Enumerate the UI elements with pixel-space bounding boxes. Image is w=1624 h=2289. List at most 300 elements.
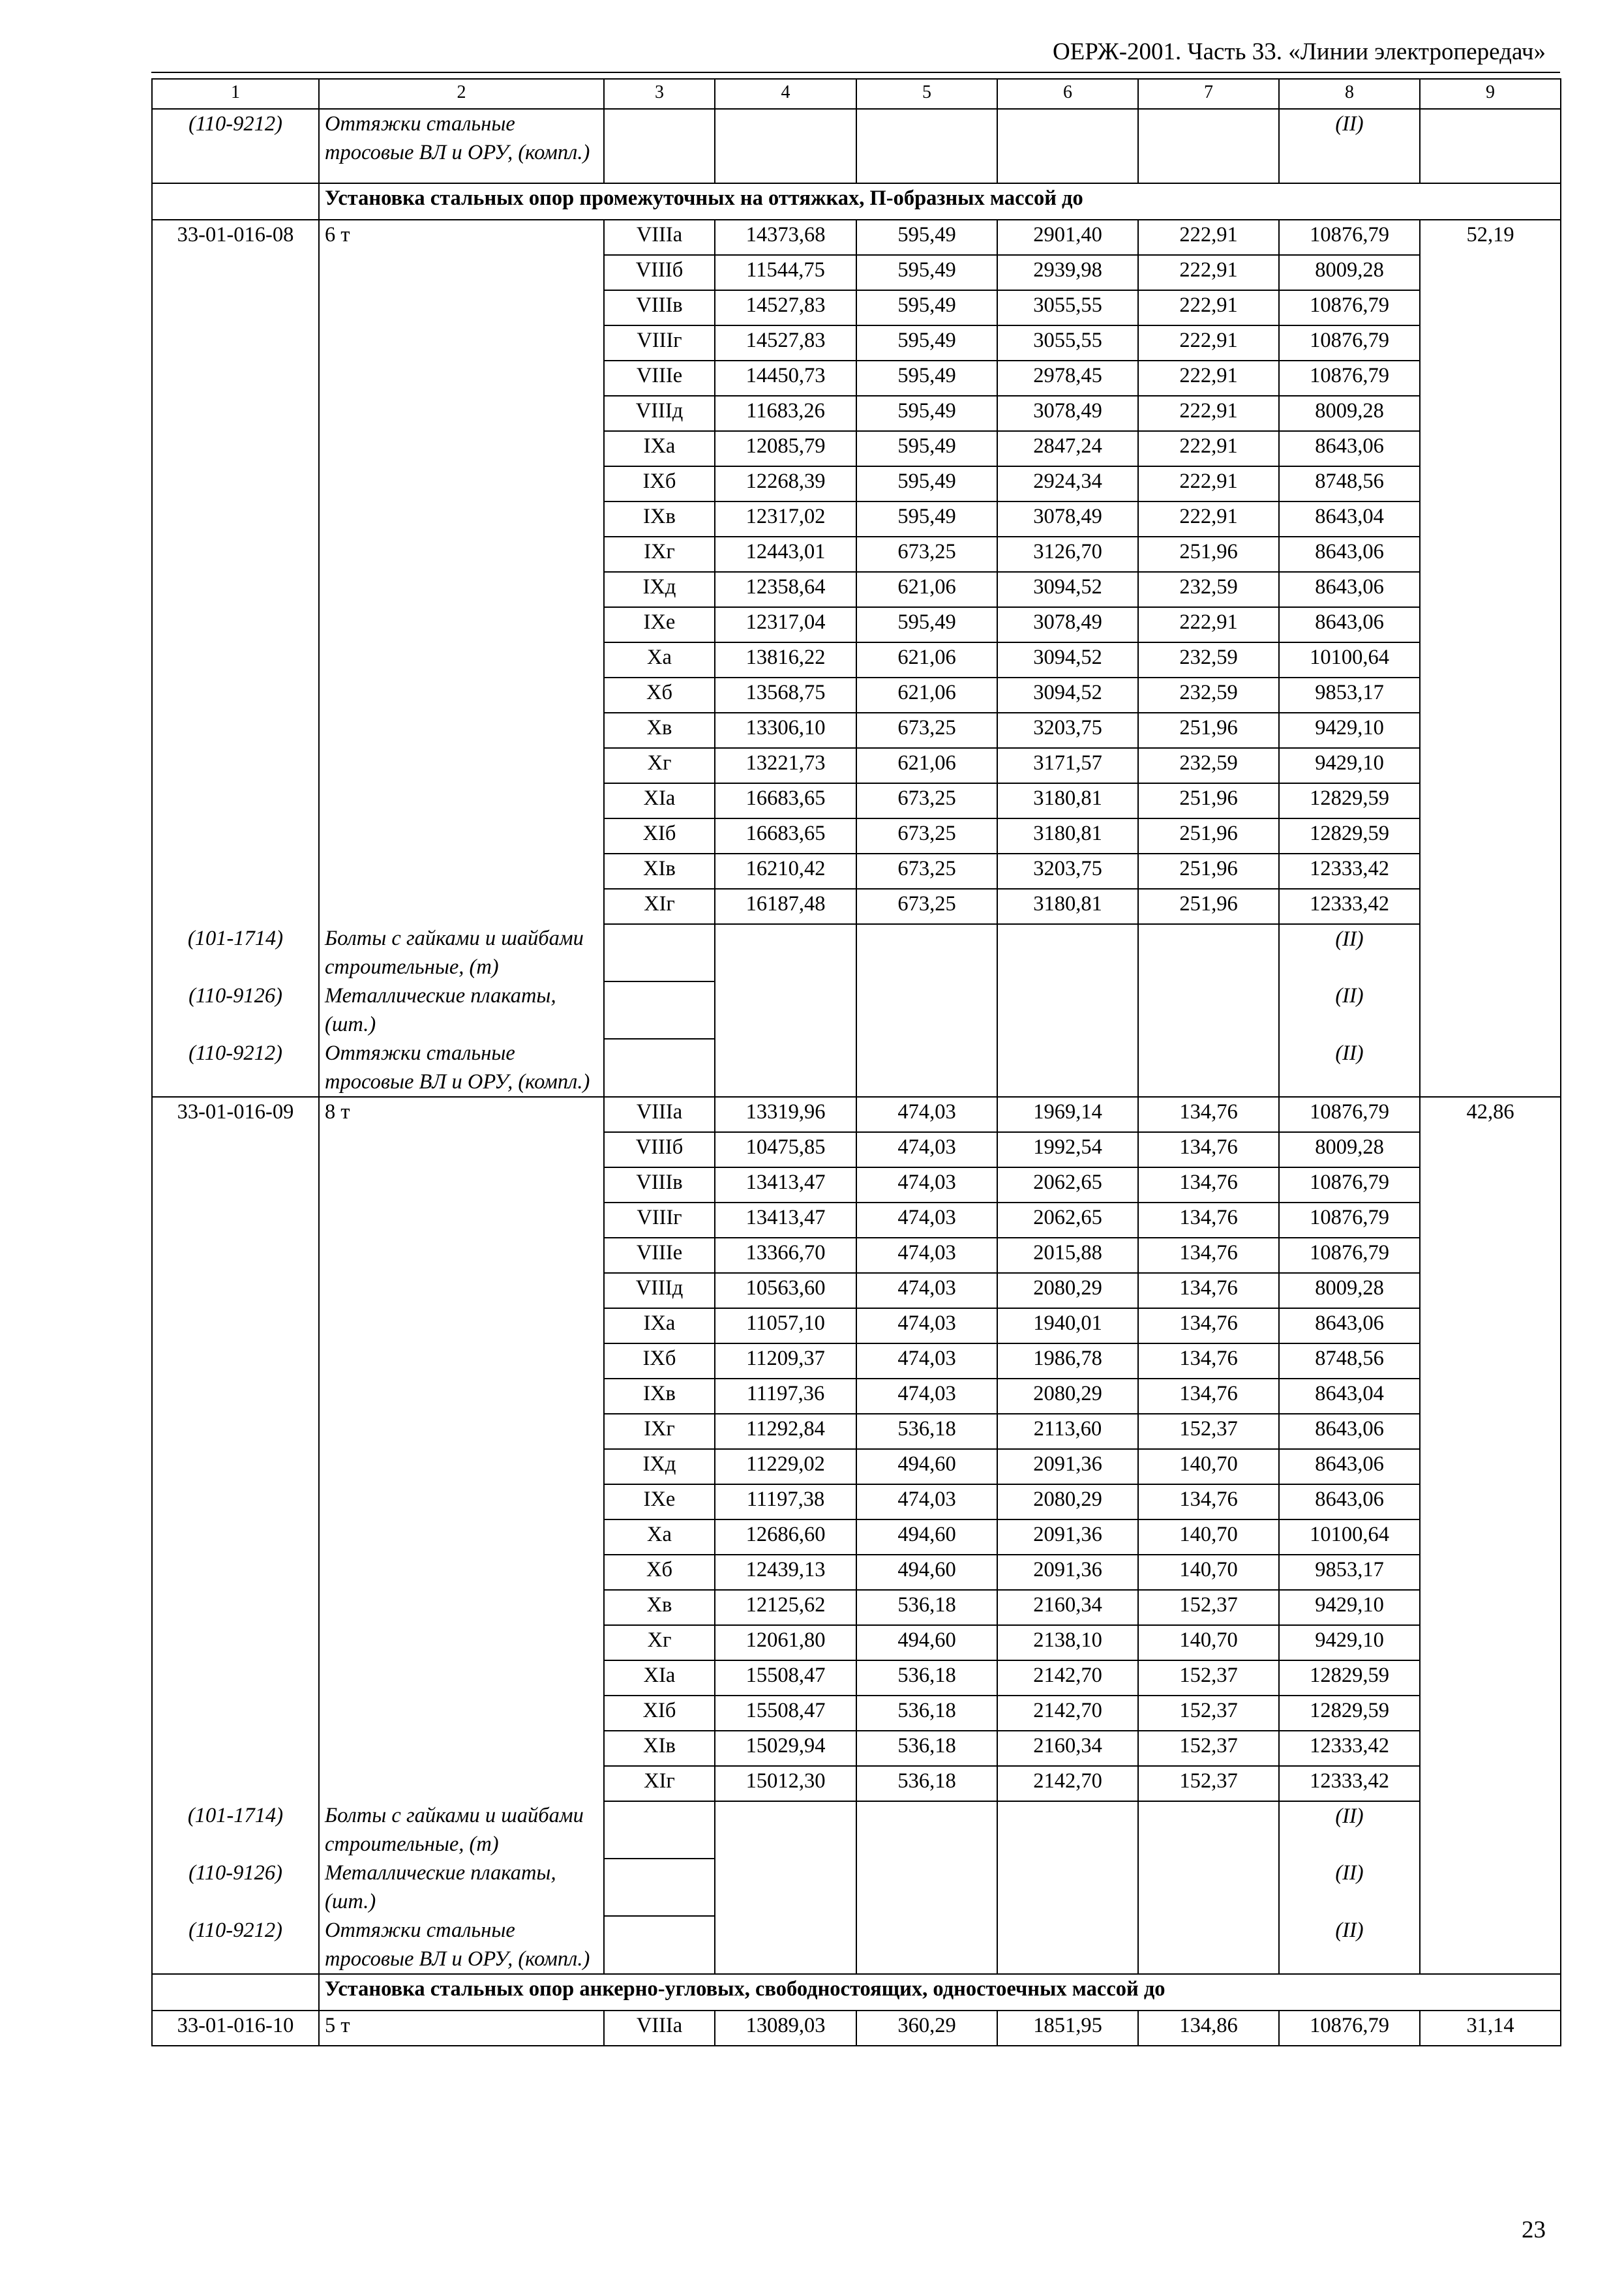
- empty-cell: [1420, 1519, 1561, 1555]
- territory-category: IXв: [604, 501, 715, 537]
- value-cell: 222,91: [1138, 255, 1279, 290]
- territory-category: XIа: [604, 783, 715, 818]
- value-cell: 2978,45: [997, 361, 1138, 396]
- value-cell: 222,91: [1138, 501, 1279, 537]
- empty-cell: [152, 396, 319, 431]
- column-number: 7: [1138, 79, 1279, 109]
- value-cell: 10876,79: [1279, 1097, 1420, 1132]
- empty-cell: [319, 396, 604, 431]
- value-cell: 494,60: [856, 1519, 997, 1555]
- value-cell: 1940,01: [997, 1308, 1138, 1343]
- table-row: [152, 889, 1561, 924]
- empty-cell: [319, 1167, 604, 1203]
- value-cell: 10876,79: [1279, 361, 1420, 396]
- empty-cell: [319, 1203, 604, 1238]
- empty-cell: [715, 924, 856, 981]
- territory-category: IXа: [604, 1308, 715, 1343]
- value-cell: 474,03: [856, 1132, 997, 1167]
- item-description: 5 т: [319, 2011, 604, 2046]
- material-code: (101-1714): [152, 1801, 319, 1859]
- value-cell: 3180,81: [997, 889, 1138, 924]
- empty-cell: [1420, 431, 1561, 466]
- value-cell: 15012,30: [715, 1766, 856, 1801]
- value-cell: 621,06: [856, 748, 997, 783]
- column-number: 6: [997, 79, 1138, 109]
- value-cell: 595,49: [856, 607, 997, 642]
- value-cell: 536,18: [856, 1731, 997, 1766]
- empty-cell: [152, 572, 319, 607]
- empty-cell: [319, 818, 604, 854]
- value-cell: 134,76: [1138, 1203, 1279, 1238]
- value-cell: 134,76: [1138, 1343, 1279, 1379]
- empty-cell: [1420, 572, 1561, 607]
- territory-category: IXе: [604, 1484, 715, 1519]
- territory-category: Xб: [604, 1555, 715, 1590]
- material-note: (II): [1279, 981, 1420, 1039]
- value-cell: 152,37: [1138, 1766, 1279, 1801]
- value-cell: 621,06: [856, 678, 997, 713]
- value-cell: 9429,10: [1279, 1625, 1420, 1660]
- empty-cell: [715, 1916, 856, 1974]
- empty-cell: [152, 1167, 319, 1203]
- territory-category: IXб: [604, 466, 715, 501]
- material-name: Металлические плакаты, (шт.): [319, 1859, 604, 1916]
- value-cell: 494,60: [856, 1555, 997, 1590]
- value-cell: 3171,57: [997, 748, 1138, 783]
- empty-cell: [319, 1343, 604, 1379]
- value-cell: 2113,60: [997, 1414, 1138, 1449]
- empty-cell: [152, 1379, 319, 1414]
- empty-cell: [715, 1859, 856, 1916]
- empty-cell: [152, 431, 319, 466]
- material-code: (110-9212): [152, 1039, 319, 1097]
- empty-cell: [319, 431, 604, 466]
- value-cell: 12125,62: [715, 1590, 856, 1625]
- table-row: [152, 1097, 1561, 1132]
- value-cell: 13089,03: [715, 2011, 856, 2046]
- empty-cell: [319, 1625, 604, 1660]
- territory-category: VIIIд: [604, 1273, 715, 1308]
- empty-cell: [1420, 981, 1561, 1039]
- territory-category: XIг: [604, 889, 715, 924]
- value-cell: 9429,10: [1279, 1590, 1420, 1625]
- value-cell: 8643,06: [1279, 607, 1420, 642]
- empty-cell: [152, 1625, 319, 1660]
- value-cell: 494,60: [856, 1449, 997, 1484]
- value-cell: 13413,47: [715, 1203, 856, 1238]
- empty-cell: [152, 1343, 319, 1379]
- empty-cell: [1420, 1916, 1561, 1974]
- value-cell: 536,18: [856, 1414, 997, 1449]
- value-cell: 134,76: [1138, 1238, 1279, 1273]
- territory-category: VIIIб: [604, 255, 715, 290]
- value-cell: 3078,49: [997, 501, 1138, 537]
- value-cell: 15029,94: [715, 1731, 856, 1766]
- empty-cell: [1420, 1132, 1561, 1167]
- value-cell: 12333,42: [1279, 854, 1420, 889]
- value-cell: 673,25: [856, 537, 997, 572]
- material-row: [152, 1801, 1561, 1859]
- value-cell: 222,91: [1138, 396, 1279, 431]
- territory-category: VIIIд: [604, 396, 715, 431]
- value-cell: 12268,39: [715, 466, 856, 501]
- table-row: [152, 854, 1561, 889]
- table-row: [152, 466, 1561, 501]
- table-row: [152, 220, 1561, 255]
- territory-category: XIа: [604, 1660, 715, 1696]
- territory-category: XIв: [604, 1731, 715, 1766]
- table-row: [152, 290, 1561, 325]
- column-number: 8: [1279, 79, 1420, 109]
- value-cell: 251,96: [1138, 537, 1279, 572]
- header-rule: [151, 72, 1560, 73]
- table-row: [152, 2011, 1561, 2046]
- empty-cell: [319, 783, 604, 818]
- territory-category: VIIIв: [604, 290, 715, 325]
- table-row: [152, 1766, 1561, 1801]
- table-row: [152, 1238, 1561, 1273]
- empty-cell: [152, 1974, 319, 2011]
- value-cell: 474,03: [856, 1343, 997, 1379]
- territory-category: IXг: [604, 537, 715, 572]
- value-cell: 2142,70: [997, 1660, 1138, 1696]
- empty-cell: [1420, 1625, 1561, 1660]
- value-cell: 3126,70: [997, 537, 1138, 572]
- empty-cell: [319, 1660, 604, 1696]
- value-cell: 3094,52: [997, 678, 1138, 713]
- value-cell: 3078,49: [997, 607, 1138, 642]
- empty-cell: [1420, 1801, 1561, 1859]
- column-number: 2: [319, 79, 604, 109]
- empty-cell: [1420, 361, 1561, 396]
- empty-cell: [319, 607, 604, 642]
- value-cell: 2160,34: [997, 1731, 1138, 1766]
- empty-cell: [319, 1590, 604, 1625]
- value-cell: 474,03: [856, 1203, 997, 1238]
- value-cell: 10876,79: [1279, 1167, 1420, 1203]
- empty-cell: [319, 713, 604, 748]
- value-cell: 12333,42: [1279, 1731, 1420, 1766]
- empty-cell: [856, 1859, 997, 1916]
- territory-category: Xа: [604, 642, 715, 678]
- territory-category: VIIIе: [604, 1238, 715, 1273]
- empty-cell: [856, 981, 997, 1039]
- value-cell: 12829,59: [1279, 1660, 1420, 1696]
- table-row: [152, 1484, 1561, 1519]
- material-code: (110-9126): [152, 981, 319, 1039]
- empty-cell: [1420, 1484, 1561, 1519]
- empty-cell: [997, 1801, 1138, 1859]
- empty-cell: [152, 1449, 319, 1484]
- table-row: [152, 1660, 1561, 1696]
- value-cell: 10100,64: [1279, 642, 1420, 678]
- territory-category: IXд: [604, 572, 715, 607]
- value-cell: 222,91: [1138, 466, 1279, 501]
- empty-cell: [319, 1766, 604, 1801]
- empty-cell: [152, 361, 319, 396]
- value-cell: 3094,52: [997, 642, 1138, 678]
- value-cell: 8643,04: [1279, 1379, 1420, 1414]
- value-cell: 14527,83: [715, 290, 856, 325]
- table-row: [152, 1203, 1561, 1238]
- value-cell: 13366,70: [715, 1238, 856, 1273]
- value-cell: 12085,79: [715, 431, 856, 466]
- territory-category: Xв: [604, 713, 715, 748]
- value-cell: 2080,29: [997, 1379, 1138, 1414]
- territory-category: IXа: [604, 431, 715, 466]
- empty-cell: [1420, 783, 1561, 818]
- material-name: Оттяжки стальные тросовые ВЛ и ОРУ, (компл.): [319, 1039, 604, 1097]
- empty-cell: [1420, 924, 1561, 981]
- empty-cell: [997, 1039, 1138, 1097]
- empty-cell: [319, 748, 604, 783]
- territory-category: VIIIб: [604, 1132, 715, 1167]
- empty-cell: [319, 1273, 604, 1308]
- value-cell: 12443,01: [715, 537, 856, 572]
- value-cell: 8009,28: [1279, 255, 1420, 290]
- empty-cell: [152, 1484, 319, 1519]
- value-cell: 2080,29: [997, 1273, 1138, 1308]
- value-cell: 140,70: [1138, 1625, 1279, 1660]
- empty-cell: [604, 981, 715, 1039]
- material-row: [152, 1859, 1561, 1916]
- value-cell: 474,03: [856, 1097, 997, 1132]
- item-code: 33-01-016-10: [152, 2011, 319, 2046]
- value-cell: 474,03: [856, 1379, 997, 1414]
- table-row: [152, 361, 1561, 396]
- value-cell: 10475,85: [715, 1132, 856, 1167]
- material-name: Оттяжки стальные тросовые ВЛ и ОРУ, (компл.): [319, 109, 604, 183]
- value-cell: 11057,10: [715, 1308, 856, 1343]
- empty-cell: [152, 642, 319, 678]
- material-code: (110-9212): [152, 1916, 319, 1974]
- value-cell: 15508,47: [715, 1660, 856, 1696]
- empty-cell: [1420, 255, 1561, 290]
- value-cell: 232,59: [1138, 748, 1279, 783]
- material-code: (110-9126): [152, 1859, 319, 1916]
- value-cell: 13319,96: [715, 1097, 856, 1132]
- empty-cell: [997, 1859, 1138, 1916]
- column-number: 4: [715, 79, 856, 109]
- territory-category: IXг: [604, 1414, 715, 1449]
- value-cell: 8643,06: [1279, 1484, 1420, 1519]
- col9-value: 42,86: [1420, 1097, 1561, 1132]
- material-name: Оттяжки стальные тросовые ВЛ и ОРУ, (компл.): [319, 1916, 604, 1974]
- value-cell: 222,91: [1138, 607, 1279, 642]
- item-code: 33-01-016-09: [152, 1097, 319, 1132]
- empty-cell: [319, 255, 604, 290]
- empty-cell: [997, 924, 1138, 981]
- value-cell: 2091,36: [997, 1449, 1138, 1484]
- value-cell: 12829,59: [1279, 818, 1420, 854]
- value-cell: 10876,79: [1279, 290, 1420, 325]
- empty-cell: [319, 854, 604, 889]
- value-cell: 673,25: [856, 818, 997, 854]
- table-row: [152, 642, 1561, 678]
- empty-cell: [319, 1414, 604, 1449]
- empty-cell: [152, 1590, 319, 1625]
- value-cell: 10876,79: [1279, 220, 1420, 255]
- section-title: Установка стальных опор анкерно-угловых, свободностоящих, одностоечных массой до: [319, 1974, 1561, 2011]
- empty-cell: [1420, 396, 1561, 431]
- empty-cell: [1420, 325, 1561, 361]
- value-cell: 595,49: [856, 361, 997, 396]
- value-cell: 9853,17: [1279, 678, 1420, 713]
- empty-cell: [319, 1696, 604, 1731]
- table-row: [152, 607, 1561, 642]
- material-note: (II): [1279, 1859, 1420, 1916]
- empty-cell: [152, 255, 319, 290]
- empty-cell: [319, 678, 604, 713]
- territory-category: IXб: [604, 1343, 715, 1379]
- value-cell: 3203,75: [997, 713, 1138, 748]
- value-cell: 536,18: [856, 1660, 997, 1696]
- value-cell: 251,96: [1138, 889, 1279, 924]
- value-cell: 494,60: [856, 1625, 997, 1660]
- empty-cell: [856, 1801, 997, 1859]
- value-cell: 621,06: [856, 572, 997, 607]
- empty-cell: [1138, 1801, 1279, 1859]
- empty-cell: [152, 1696, 319, 1731]
- value-cell: 11292,84: [715, 1414, 856, 1449]
- empty-cell: [152, 1731, 319, 1766]
- empty-cell: [604, 924, 715, 981]
- material-note: (II): [1279, 109, 1420, 183]
- value-cell: 2091,36: [997, 1519, 1138, 1555]
- table-row: [152, 1449, 1561, 1484]
- empty-cell: [319, 1449, 604, 1484]
- empty-cell: [1420, 607, 1561, 642]
- value-cell: 232,59: [1138, 678, 1279, 713]
- empty-cell: [1420, 1203, 1561, 1238]
- table-row: [152, 783, 1561, 818]
- empty-cell: [1420, 748, 1561, 783]
- value-cell: 152,37: [1138, 1696, 1279, 1731]
- value-cell: 10100,64: [1279, 1519, 1420, 1555]
- empty-cell: [715, 981, 856, 1039]
- table-row: [152, 1625, 1561, 1660]
- empty-cell: [319, 1731, 604, 1766]
- value-cell: 673,25: [856, 889, 997, 924]
- territory-category: VIIIг: [604, 325, 715, 361]
- territory-category: VIIIв: [604, 1167, 715, 1203]
- empty-cell: [604, 1801, 715, 1859]
- empty-cell: [1420, 1273, 1561, 1308]
- empty-cell: [1420, 1308, 1561, 1343]
- empty-cell: [152, 1308, 319, 1343]
- table-row: [152, 1590, 1561, 1625]
- empty-cell: [152, 1238, 319, 1273]
- empty-cell: [152, 678, 319, 713]
- column-number: 3: [604, 79, 715, 109]
- material-code: (101-1714): [152, 924, 319, 981]
- value-cell: 3055,55: [997, 290, 1138, 325]
- value-cell: 232,59: [1138, 572, 1279, 607]
- section-title-row: [152, 183, 1561, 220]
- value-cell: 10876,79: [1279, 2011, 1420, 2046]
- value-cell: 11197,38: [715, 1484, 856, 1519]
- value-cell: 595,49: [856, 220, 997, 255]
- empty-cell: [1420, 1696, 1561, 1731]
- value-cell: 222,91: [1138, 325, 1279, 361]
- table-row: [152, 1273, 1561, 1308]
- value-cell: 595,49: [856, 501, 997, 537]
- empty-cell: [1420, 1731, 1561, 1766]
- value-cell: 251,96: [1138, 783, 1279, 818]
- empty-cell: [152, 748, 319, 783]
- table-body: [152, 79, 1561, 2046]
- value-cell: 134,86: [1138, 2011, 1279, 2046]
- empty-cell: [319, 325, 604, 361]
- value-cell: 8643,06: [1279, 1308, 1420, 1343]
- empty-cell: [319, 1555, 604, 1590]
- empty-cell: [152, 1660, 319, 1696]
- table-row: [152, 255, 1561, 290]
- value-cell: 15508,47: [715, 1696, 856, 1731]
- table-row: [152, 1132, 1561, 1167]
- value-cell: 134,76: [1138, 1097, 1279, 1132]
- value-cell: 251,96: [1138, 818, 1279, 854]
- value-cell: 222,91: [1138, 290, 1279, 325]
- empty-cell: [1420, 501, 1561, 537]
- value-cell: 13413,47: [715, 1167, 856, 1203]
- territory-category: Xг: [604, 1625, 715, 1660]
- value-cell: 134,76: [1138, 1379, 1279, 1414]
- value-cell: 2847,24: [997, 431, 1138, 466]
- value-cell: 595,49: [856, 255, 997, 290]
- value-cell: 14373,68: [715, 220, 856, 255]
- table-row: [152, 1308, 1561, 1343]
- item-description: 8 т: [319, 1097, 604, 1132]
- value-cell: 152,37: [1138, 1590, 1279, 1625]
- empty-cell: [1420, 290, 1561, 325]
- material-code: (110-9212): [152, 109, 319, 183]
- table-row: [152, 713, 1561, 748]
- value-cell: 140,70: [1138, 1449, 1279, 1484]
- value-cell: 2142,70: [997, 1696, 1138, 1731]
- empty-cell: [152, 290, 319, 325]
- table-row: [152, 1343, 1561, 1379]
- empty-cell: [152, 1414, 319, 1449]
- value-cell: 1992,54: [997, 1132, 1138, 1167]
- empty-cell: [152, 1203, 319, 1238]
- empty-cell: [856, 924, 997, 981]
- territory-category: VIIIа: [604, 220, 715, 255]
- empty-cell: [1420, 1414, 1561, 1449]
- empty-cell: [1420, 537, 1561, 572]
- value-cell: 11209,37: [715, 1343, 856, 1379]
- value-cell: 8643,06: [1279, 1449, 1420, 1484]
- material-note: (II): [1279, 924, 1420, 981]
- column-number-row: [152, 79, 1561, 109]
- value-cell: 3094,52: [997, 572, 1138, 607]
- value-cell: 2160,34: [997, 1590, 1138, 1625]
- value-cell: 140,70: [1138, 1555, 1279, 1590]
- territory-category: VIIIг: [604, 1203, 715, 1238]
- value-cell: 595,49: [856, 325, 997, 361]
- value-cell: 9853,17: [1279, 1555, 1420, 1590]
- value-cell: 12333,42: [1279, 889, 1420, 924]
- material-row: [152, 1039, 1561, 1097]
- empty-cell: [152, 183, 319, 220]
- value-cell: 16210,42: [715, 854, 856, 889]
- value-cell: 10563,60: [715, 1273, 856, 1308]
- empty-cell: [997, 981, 1138, 1039]
- empty-cell: [319, 642, 604, 678]
- value-cell: 2939,98: [997, 255, 1138, 290]
- value-cell: 134,76: [1138, 1132, 1279, 1167]
- territory-category: VIIIа: [604, 2011, 715, 2046]
